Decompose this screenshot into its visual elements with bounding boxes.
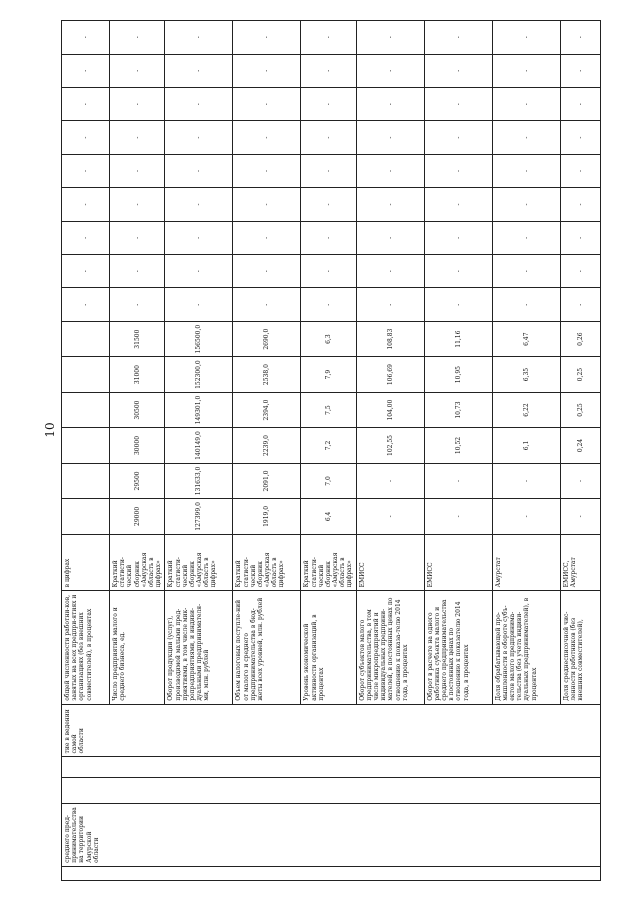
indicator-name-cell: Оборот субъектов малого предпринимательства, в том числе микропредприятий и индивидуальных предприни-мателей, в постоянных ценах по отношению к показа-телю 2014 года, в процентах [356, 591, 424, 704]
dash-cell: - [165, 288, 233, 321]
blank-cell [62, 757, 601, 777]
value-cell: - [492, 499, 560, 534]
value-cell: 6,35 [492, 357, 560, 392]
value-cell: 2239,0 [233, 428, 301, 463]
dash-cell: - [356, 87, 424, 120]
dash-cell: - [62, 188, 110, 221]
dash-cell: - [424, 54, 492, 87]
indicator-name-cell: Доля среднесписочной чис-ленности работников (без внешних совместителей), [560, 591, 600, 704]
dash-cell: - [165, 255, 233, 288]
dash-cell: - [62, 154, 110, 187]
dash-cell: - [301, 54, 356, 87]
dash-cell: - [356, 221, 424, 254]
value-cell: 2394,0 [233, 392, 301, 427]
dash-cell: - [301, 255, 356, 288]
dash-cell: - [492, 221, 560, 254]
indicator-name-cell: Объем налоговых поступле-ний от малого и среднего предпринимательства в бюд-жеты всех уровней, млн. рублей [233, 591, 301, 704]
dash-cell: - [492, 121, 560, 154]
value-cell: 0,26 [560, 321, 600, 356]
dash-cell: - [62, 255, 110, 288]
dash-cell: - [356, 21, 424, 55]
dash-cell: - [560, 21, 600, 55]
dash-cell: - [233, 255, 301, 288]
source-cell: Краткий статисти-ческий сборник «Амурская область в цифрах» [301, 534, 356, 591]
dash-cell: - [424, 288, 492, 321]
dash-cell: - [62, 21, 110, 55]
indicator-name-cell: Доля обрабатывающей про-мышленности в обороте субъ-ектов малого предпринима-тельства (без учета индиви-дуальных предпринимателей), в процентах [492, 591, 560, 704]
source-cell: Амурстат [492, 534, 560, 591]
dash-cell: - [165, 154, 233, 187]
dash-cell: - [492, 154, 560, 187]
value-cell: 1919,0 [233, 499, 301, 534]
dash-cell: - [62, 221, 110, 254]
source-cell: ЕМИСС [424, 534, 492, 591]
dash-cell: - [356, 154, 424, 187]
value-cell: - [560, 499, 600, 534]
dash-cell: - [110, 288, 165, 321]
value-cell: 11,16 [424, 321, 492, 356]
dash-cell: - [110, 154, 165, 187]
dash-cell: - [356, 288, 424, 321]
value-cell: 2091,0 [233, 463, 301, 498]
value-cell: 0,25 [560, 392, 600, 427]
value-cell: 131633,0 [165, 463, 233, 498]
dash-cell: - [301, 288, 356, 321]
dash-cell: - [62, 54, 110, 87]
dash-cell: - [233, 54, 301, 87]
dash-cell: - [110, 121, 165, 154]
value-cell [62, 392, 110, 427]
dash-cell: - [424, 21, 492, 55]
value-cell: - [356, 499, 424, 534]
indicator-name-cell: Уровень экономической активности организаций, в процентах [301, 591, 356, 704]
dash-cell: - [301, 87, 356, 120]
value-cell: - [424, 463, 492, 498]
value-cell: 156500,0 [165, 321, 233, 356]
indicator-name-cell: Оборот в расчете на одного работника субъекта малого и среднего предпринимательства в постоянных ценах по отношению к показателю 2014 года, в процентах [424, 591, 492, 704]
dash-cell: - [560, 154, 600, 187]
dash-cell: - [165, 221, 233, 254]
dash-cell: - [424, 121, 492, 154]
value-cell: 31500 [110, 321, 165, 356]
value-cell: 10,95 [424, 357, 492, 392]
dash-cell: - [424, 188, 492, 221]
source-cell: в цифрах [62, 534, 110, 591]
value-cell: 108,83 [356, 321, 424, 356]
dash-cell: - [62, 288, 110, 321]
value-cell: 10,73 [424, 392, 492, 427]
dash-cell: - [560, 288, 600, 321]
value-cell [62, 321, 110, 356]
dash-cell: - [356, 54, 424, 87]
dash-cell: - [110, 255, 165, 288]
dash-cell: - [424, 255, 492, 288]
value-cell: 30000 [110, 428, 165, 463]
program-label-cell: среднего пред-принимательства на территории Амурской области [62, 804, 601, 867]
blank-cell [62, 866, 601, 880]
rotated-page [61, 20, 598, 881]
dash-cell: - [110, 21, 165, 55]
dash-cell: - [233, 21, 301, 55]
dash-cell: - [492, 288, 560, 321]
responsible-cell: тие в ведении самой области [62, 704, 601, 757]
source-cell: ЕМИСС, Амурстат [560, 534, 600, 591]
value-cell: 7,0 [301, 463, 356, 498]
value-cell: 6,4 [301, 499, 356, 534]
dash-cell: - [233, 154, 301, 187]
indicator-name-cell: Число предприятий малого и среднего бизнеса, ед. [110, 591, 165, 704]
dash-cell: - [233, 87, 301, 120]
value-cell: 2690,0 [233, 321, 301, 356]
dash-cell: - [560, 121, 600, 154]
value-cell: 6,47 [492, 321, 560, 356]
value-cell: 29000 [110, 499, 165, 534]
dash-cell: - [560, 188, 600, 221]
dash-cell: - [560, 221, 600, 254]
dash-cell: - [165, 87, 233, 120]
value-cell: 7,2 [301, 428, 356, 463]
dash-cell: - [301, 154, 356, 187]
page-number: 10 [43, 422, 57, 438]
dash-cell: - [424, 87, 492, 120]
value-cell: 6,1 [492, 428, 560, 463]
value-cell: 140149,0 [165, 428, 233, 463]
dash-cell: - [233, 221, 301, 254]
value-cell: - [560, 463, 600, 498]
value-cell: 149301,0 [165, 392, 233, 427]
value-cell: 29500 [110, 463, 165, 498]
value-cell: 7,9 [301, 357, 356, 392]
dash-cell: - [110, 188, 165, 221]
value-cell: 2538,0 [233, 357, 301, 392]
dash-cell: - [492, 255, 560, 288]
dash-cell: - [560, 87, 600, 120]
dash-cell: - [62, 121, 110, 154]
value-cell: 106,69 [356, 357, 424, 392]
dash-cell: - [301, 188, 356, 221]
dash-cell: - [424, 221, 492, 254]
dash-cell: - [62, 87, 110, 120]
dash-cell: - [165, 121, 233, 154]
value-cell: 104,00 [356, 392, 424, 427]
dash-cell: - [356, 255, 424, 288]
blank-cell [62, 777, 601, 803]
dash-cell: - [356, 121, 424, 154]
source-cell: Краткий статисти-ческий сборник «Амурская область в цифрах» [233, 534, 301, 591]
source-cell: Краткий статисти-ческий сборник «Амурская область в цифрах» [110, 534, 165, 591]
value-cell: 127399,0 [165, 499, 233, 534]
value-cell: 0,24 [560, 428, 600, 463]
dash-cell: - [165, 188, 233, 221]
table-row [62, 21, 110, 881]
dash-cell: - [424, 154, 492, 187]
value-cell [62, 357, 110, 392]
dash-cell: - [301, 21, 356, 55]
value-cell: - [356, 463, 424, 498]
indicator-name-cell: Оборот продукции (услуг), производимой малыми пред-приятиями, в том числе мик-ропредприятиями, и индиви-дуальными предпринимателя-ми, млн. рублей [165, 591, 233, 704]
dash-cell: - [492, 21, 560, 55]
dash-cell: - [110, 221, 165, 254]
value-cell: 10,52 [424, 428, 492, 463]
value-cell: - [492, 463, 560, 498]
dash-cell: - [165, 54, 233, 87]
dash-cell: - [560, 255, 600, 288]
dash-cell: - [233, 288, 301, 321]
table-body [62, 21, 601, 881]
dash-cell: - [301, 221, 356, 254]
indicator-name-cell: общей численности работни-ков, занятых на всех предпри-ятиях и организациях (без внешних совместителей), в процентах [62, 591, 110, 704]
value-cell [62, 428, 110, 463]
value-cell: 0,25 [560, 357, 600, 392]
indicator-table [61, 20, 601, 881]
dash-cell: - [492, 87, 560, 120]
value-cell [62, 463, 110, 498]
value-cell: 7,5 [301, 392, 356, 427]
value-cell: - [424, 499, 492, 534]
dash-cell: - [165, 21, 233, 55]
source-cell: ЕМИСС [356, 534, 424, 591]
dash-cell: - [492, 54, 560, 87]
dash-cell: - [560, 54, 600, 87]
dash-cell: - [492, 188, 560, 221]
value-cell [62, 499, 110, 534]
dash-cell: - [233, 188, 301, 221]
value-cell: 102,55 [356, 428, 424, 463]
source-cell: Краткий статисти-ческий сборник «Амурская область в цифрах» [165, 534, 233, 591]
value-cell: 6,3 [301, 321, 356, 356]
dash-cell: - [233, 121, 301, 154]
value-cell: 31000 [110, 357, 165, 392]
dash-cell: - [301, 121, 356, 154]
value-cell: 152300,0 [165, 357, 233, 392]
dash-cell: - [110, 87, 165, 120]
dash-cell: - [356, 188, 424, 221]
value-cell: 30500 [110, 392, 165, 427]
value-cell: 6,22 [492, 392, 560, 427]
dash-cell: - [110, 54, 165, 87]
